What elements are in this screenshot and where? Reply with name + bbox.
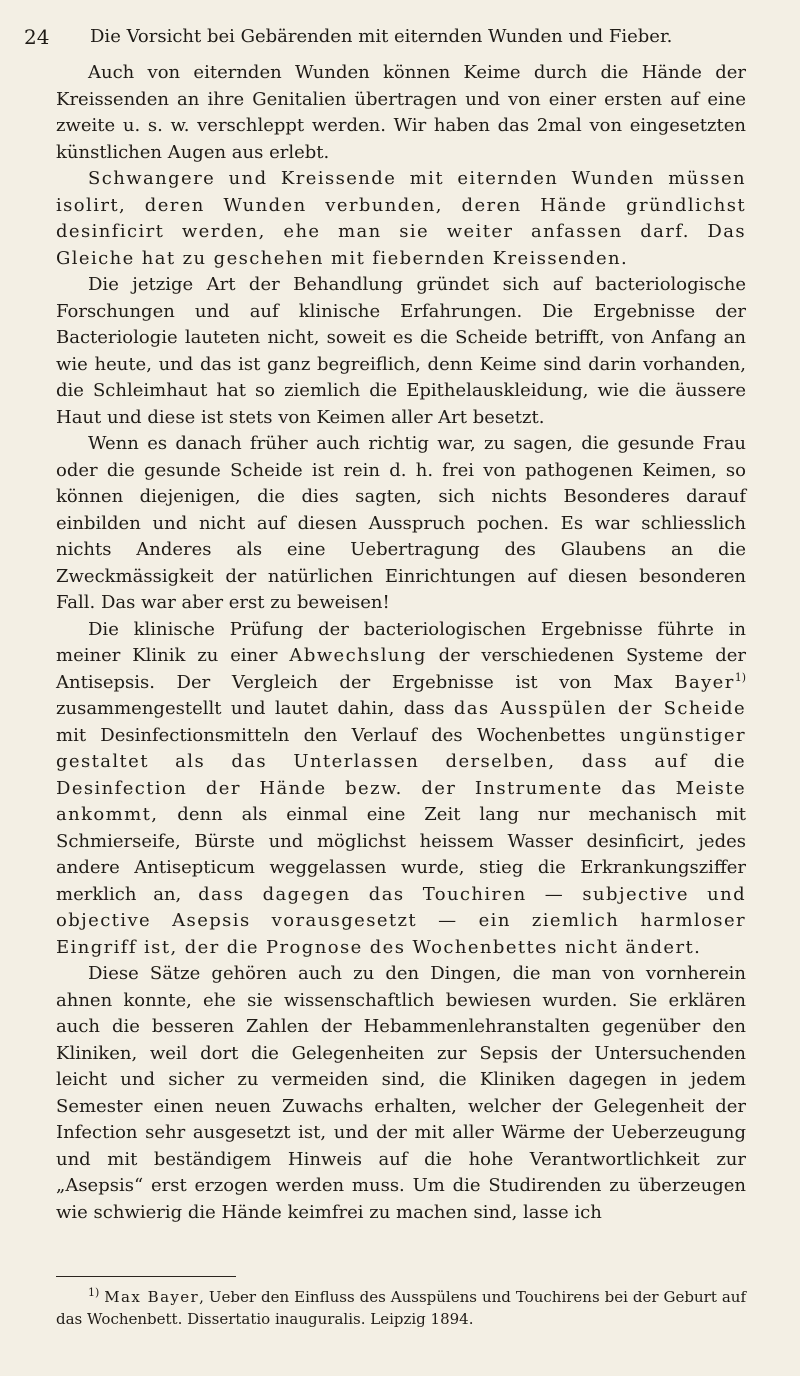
paragraph-text: Auch von eiternden Wunden können Keime durch die Hände der Kreissenden an ihre Genitalien übertragen und von einer ersten auf eine zweite u. s. w. verschleppt werden. Wir haben das 2mal von eingesetzten künstlichen Augen aus erlebt. bbox=[56, 62, 746, 163]
footnote-reference: 1) bbox=[734, 670, 746, 684]
footnote-mark: 1) bbox=[88, 1286, 100, 1299]
paragraph-3 bbox=[56, 272, 746, 431]
paragraph-4 bbox=[56, 431, 746, 617]
spaced-emphasis: dass dagegen das Touchiren — subjective und objective Asepsis vorausgesetzt — ein ziemlich harmloser Eingriff ist, der die Prognose des Wochenbettes nicht ändert. bbox=[56, 883, 746, 958]
footnote bbox=[56, 1286, 746, 1330]
paragraph-text: denn als einmal eine Zeit lang nur mechanisch mit Schmierseife, Bürste und möglichst heissem Wasser desinficirt, jedes andere Antisepticum weggelassen wurde, stieg die Erkrankungsziffer merklich an, bbox=[56, 804, 746, 905]
paragraph-text: Diese Sätze gehören auch zu den Dingen, die man von vornherein ahnen konnte, ehe sie wissenschaftlich bewiesen wurden. Sie erklären auch die besseren Zahlen der Hebammenlehranstalten gegenüber den Kliniken, weil dort die Gelegenheiten zur Sepsis der Untersuchenden leicht und sicher zu vermeiden sind, die Kliniken dagegen in jedem Semester einen neuen Zuwachs erhalten, welcher der Gelegenheit der Infection sehr ausgesetzt ist, und der mit aller Wärme der Ueberzeugung und mit beständigem Hinweis auf die hohe Verantwortlichkeit zur „Asepsis“ erst erzogen werden muss. Um die Studirenden zu überzeugen wie schwierig die Hände keimfrei zu machen sind, lasse ich bbox=[56, 963, 746, 1223]
spaced-emphasis: Abwechslung bbox=[289, 645, 427, 666]
spaced-emphasis: ungünstiger gestaltet als das Unterlassen derselben, dass auf die Desinfection der Hände bezw. der Instrumente das Meiste ankommt, bbox=[56, 724, 746, 825]
paragraph-text: Schwangere und Kreissende mit eiternden Wunden müssen isolirt, deren Wunden verbunden, deren Hände gründlichst desinficirt werden, ehe man sie weiter anfassen darf. Das Gleiche hat zu geschehen mit fiebernden Kreissenden. bbox=[56, 168, 746, 269]
running-title: Die Vorsicht bei Gebärenden mit eiternden Wunden und Fieber. bbox=[90, 26, 673, 47]
footnote-author: Max Bayer bbox=[104, 1288, 200, 1306]
footnote-rule bbox=[56, 1276, 236, 1277]
page-header bbox=[24, 22, 784, 52]
paragraph-text: der verschiedenen Systeme der Antisepsis. Der Vergleich der Ergebnisse ist von Max bbox=[56, 645, 746, 693]
paragraph-text: Wenn es danach früher auch richtig war, zu sagen, die gesunde Frau oder die gesunde Scheide ist rein d. h. frei von pathogenen Keimen, so können diejenigen, die dies sagten, sich nichts Besonderes darauf einbilden und nicht auf diesen Ausspruch pochen. Es war schliesslich nichts Anderes als eine Uebertragung des Glaubens an die Zweckmässigkeit der natürlichen Einrichtungen auf diesen besonderen Fall. Das war aber erst zu beweisen! bbox=[56, 433, 746, 613]
paragraph-5 bbox=[56, 617, 746, 962]
paragraph-text: Die jetzige Art der Behandlung gründet sich auf bacteriologische Forschungen und auf klinische Erfahrungen. Die Ergebnisse der Bacteriologie lauteten nicht, soweit es die Scheide betrifft, von Anfang an wie heute, und das ist ganz begreiflich, denn Keime sind darin vorhanden, die Schleimhaut hat so ziemlich die Epithelauskleidung, wie die äussere Haut und diese ist stets von Keimen aller Art besetzt. bbox=[56, 274, 746, 428]
spaced-emphasis: das Ausspülen der Scheide bbox=[453, 698, 746, 719]
paragraph-text: zusammengestellt und lautet dahin, dass bbox=[56, 698, 454, 719]
author-name: Bayer bbox=[674, 671, 735, 693]
paragraph-2 bbox=[56, 166, 746, 272]
page-number: 24 bbox=[24, 25, 50, 49]
paragraph-1 bbox=[56, 60, 746, 166]
paragraph-text: Die klinische Prüfung der bacteriologischen Ergebnisse führte in meiner Klinik zu einer bbox=[56, 618, 746, 666]
body-text bbox=[56, 60, 746, 1226]
paragraph-6 bbox=[56, 961, 746, 1226]
paragraph-text: mit Desinfectionsmitteln den Verlauf des Wochenbettes bbox=[56, 724, 620, 746]
footnote-text: , Ueber den Einfluss des Ausspülens und Touchirens bei der Geburt auf das Wochenbett. Dissertatio inauguralis. Leipzig 1894. bbox=[56, 1288, 746, 1328]
